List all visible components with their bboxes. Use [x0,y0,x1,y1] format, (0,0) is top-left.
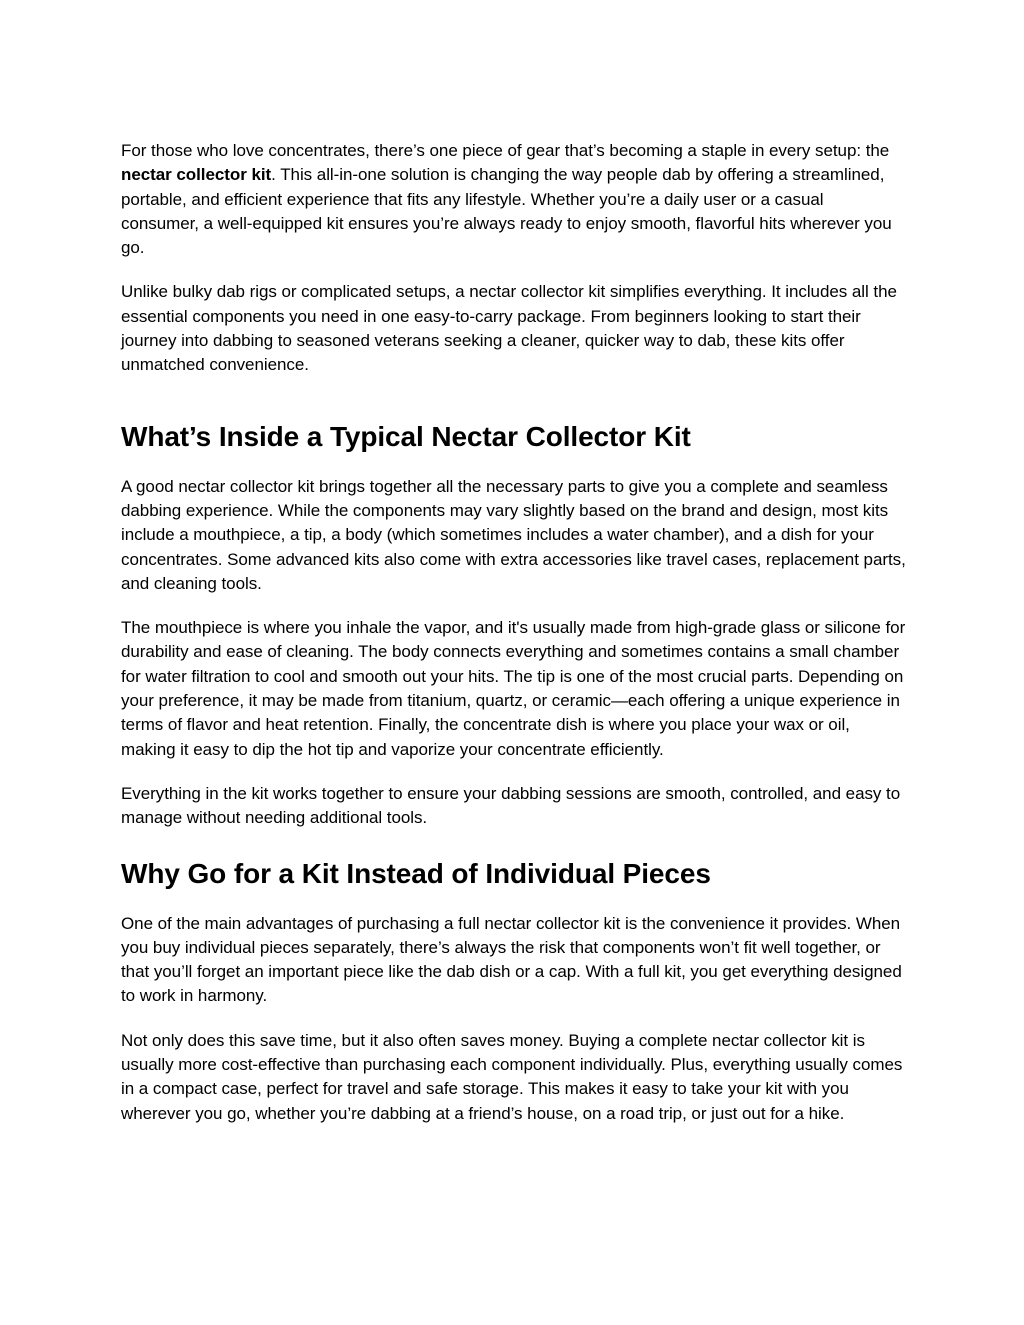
section-1-heading: What’s Inside a Typical Nectar Collector Kit [121,420,691,452]
section-2-paragraph-2: Not only does this save time, but it also often saves money. Buying a complete nectar collector kit is usually more cost-effective than purchasing each component individually. Plus, everything usually comes in a compact case, perfect for travel and safe storage. This makes it easy to take your kit with you wherever you go, whether you’re dabbing at a friend’s house, on a road trip, or just out for a hike. [121,1030,903,1123]
section-2-paragraph-1: One of the main advantages of purchasing a full nectar collector kit is the convenience it provides. When you buy individual pieces separately, there’s always the risk that components won’t fit well together, or that you’ll forget an important piece like the dab dish or a cap. With a full kit, you get everything designed to work in harmony. [121,913,902,1006]
intro-paragraph-1-text-start: For those who love concentrates, there’s one piece of gear that’s becoming a staple in every setup: the [121,141,890,160]
intro-bold-term: nectar collector kit [121,165,272,185]
section-1-paragraph-3: Everything in the kit works together to ensure your dabbing sessions are smooth, controlled, and easy to manage without needing additional tools. [121,783,901,828]
intro-paragraph-1 [121,139,906,260]
section-1-paragraph-1: A good nectar collector kit brings together all the necessary parts to give you a complete and seamless dabbing experience. While the components may vary slightly based on the brand and design, most kits include a mouthpiece, a tip, a body (which sometimes includes a water chamber), and a dish for your concentrates. Some advanced kits also come with extra accessories like travel cases, replacement parts, and cleaning tools. [121,476,906,593]
section-1-paragraph-2: The mouthpiece is where you inhale the vapor, and it's usually made from high-grade glass or silicone for durability and ease of cleaning. The body connects everything and sometimes contains a small chamber for water filtration to cool and smooth out your hits. The tip is one of the most crucial parts. Depending on your preference, it may be made from titanium, quartz, or ceramic—each offering a unique experience in terms of flavor and heat retention. Finally, the concentrate dish is where you place your wax or oil, making it easy to dip the hot tip and vaporize your concentrate efficiently. [121,618,906,759]
intro-paragraph-1-text-end: . This all-in-one solution is changing the way people dab by offering a streamlined, portable, and efficient experience that fits any lifestyle. Whether you’re a daily user or a casual consumer, a well-equipped kit ensures you’re always ready to enjoy smooth, flavorful hits wherever you go. [121,165,892,258]
section-2-heading: Why Go for a Kit Instead of Individual Pieces [121,857,711,889]
document-page [121,139,906,1126]
intro-paragraph-2: Unlike bulky dab rigs or complicated setups, a nectar collector kit simplifies everything. It includes all the essential components you need in one easy-to-carry package. From beginners looking to start their journey into dabbing to seasoned veterans seeking a cleaner, quicker way to dab, these kits offer unmatched convenience. [121,282,897,375]
